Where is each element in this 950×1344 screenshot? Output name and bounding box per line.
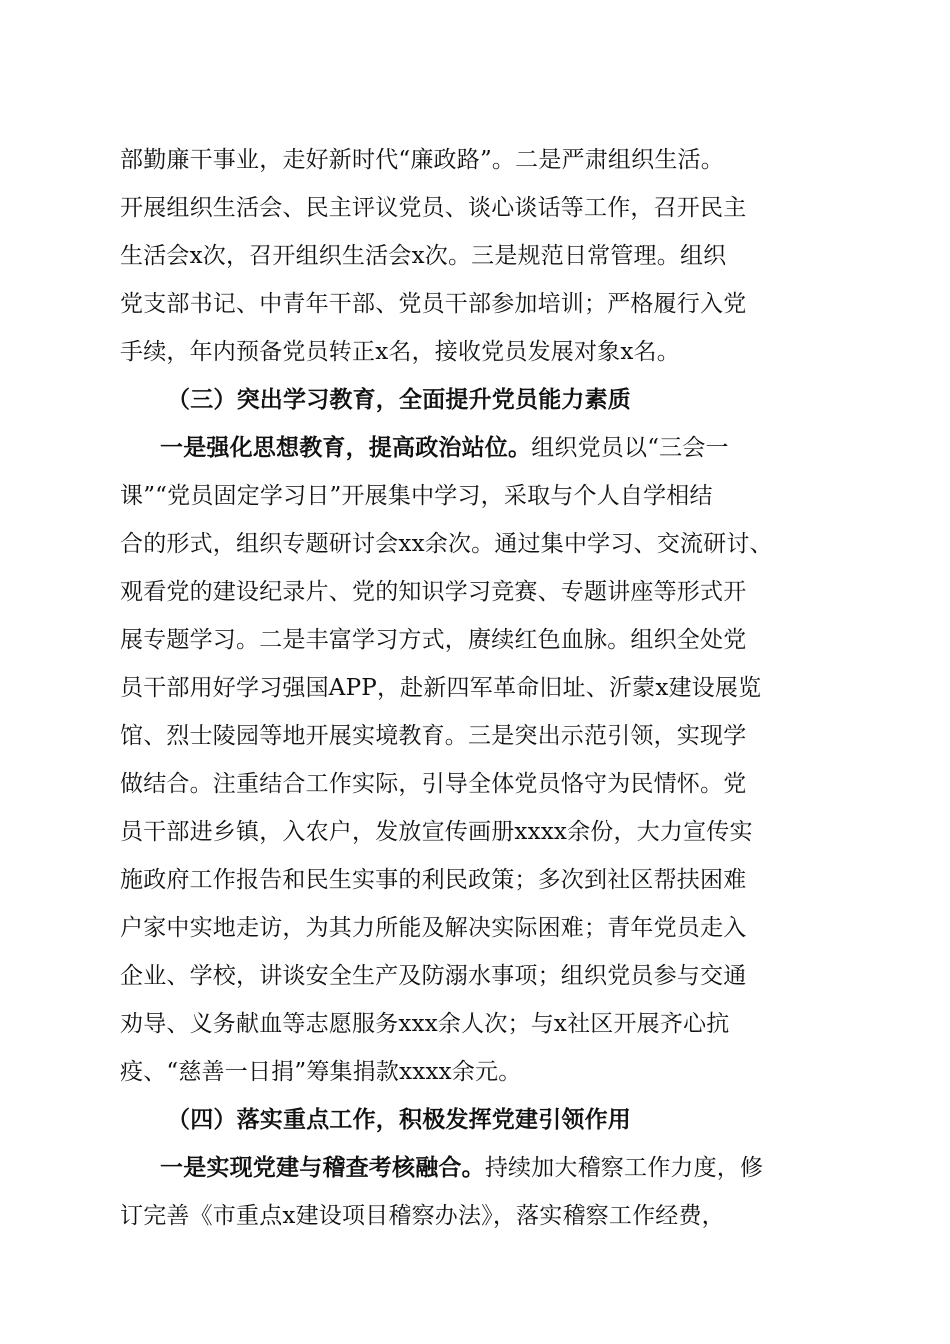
text-line: 合的形式，组织专题研讨会xx余次。通过集中学习、交流研讨、	[120, 531, 773, 557]
text-line: 馆、烈士陵园等地开展实境教育。三是突出示范引领，实现学	[120, 723, 747, 749]
text-line: 手续，年内预备党员转正x名，接收党员发展对象x名。	[120, 339, 680, 365]
text-line-mixed	[160, 1148, 840, 1188]
text-run: 组织党员以“三会一	[531, 435, 729, 461]
text-line: 展专题学习。二是丰富学习方式，赓续红色血脉。组织全处党	[120, 627, 747, 653]
text-line: 部勤廉干事业，走好新时代“廉政路”。二是严肃组织生活。	[120, 147, 724, 173]
text-line: 观看党的建设纪录片、党的知识学习竞赛、专题讲座等形式开	[120, 579, 747, 605]
text-line: 施政府工作报告和民生实事的利民政策；多次到社区帮扶困难	[120, 867, 747, 893]
text-line: 员干部用好学习强国APP，赴新四军革命旧址、沂蒙x建设展览	[120, 675, 762, 701]
text-line: 劝导、义务献血等志愿服务xxx余人次；与x社区开展齐心抗	[120, 1011, 730, 1037]
text-run: 持续加大稽察工作力度，修	[484, 1155, 764, 1181]
text-line: 课”“党员固定学习日”开展集中学习，采取与个人自学相结	[120, 483, 713, 509]
text-line: 做结合。注重结合工作实际，引导全体党员恪守为民情怀。党	[120, 771, 747, 797]
section-heading-4: （四）落实重点工作，积极发挥党建引领作用	[167, 1106, 631, 1133]
section-heading-3: （三）突出学习教育，全面提升党员能力素质	[167, 386, 631, 413]
text-line-mixed	[160, 428, 840, 468]
text-line: 疫、“慈善一日捐”筹集捐款xxxx余元。	[120, 1059, 522, 1085]
text-line: 企业、学校，讲谈安全生产及防溺水事项；组织党员参与交通	[120, 963, 747, 989]
text-line: 订完善《市重点x建设项目稽察办法》，落实稽察工作经费，	[120, 1203, 725, 1229]
text-line: 生活会x次，召开组织生活会x次。三是规范日常管理。组织	[120, 243, 727, 269]
emphasis-lead: 一是强化思想教育，提高政治站位。	[160, 434, 532, 461]
text-line: 开展组织生活会、民主评议党员、谈心谈话等工作，召开民主	[120, 195, 747, 221]
text-line: 员干部进乡镇，入农户，发放宣传画册xxxx余份，大力宣传实	[120, 819, 753, 845]
text-line: 党支部书记、中青年干部、党员干部参加培训；严格履行入党	[120, 291, 747, 317]
text-line: 户家中实地走访，为其力所能及解决实际困难；青年党员走入	[120, 915, 747, 941]
emphasis-lead: 一是实现党建与稽查考核融合。	[160, 1154, 485, 1181]
